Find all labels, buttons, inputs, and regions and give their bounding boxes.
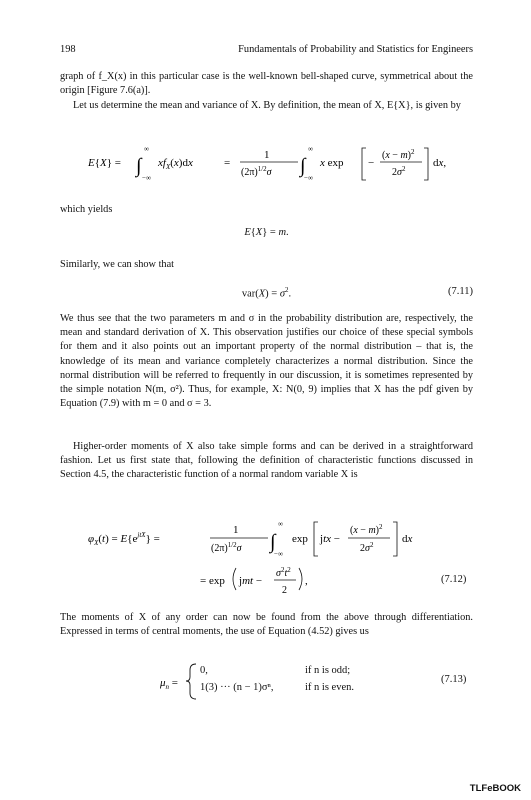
svg-text:−: − <box>368 157 375 169</box>
paragraph-7: The moments of X of any order can now be found from the above through differentiation. Expressed in terms of central moments, the use of Equation (4.52) gives us <box>60 612 473 638</box>
svg-text:(x − m)2: $(x - m)^2$ <box>382 148 415 161</box>
svg-text:1: 1 <box>233 524 239 536</box>
svg-text:2σ2: $2\sigma^2$ <box>360 541 374 554</box>
svg-text:−∞: −∞ <box>274 550 283 558</box>
equation-central-moments <box>60 660 473 702</box>
moment-case-even-value: 1(3) ··· (n − 1)σⁿ, <box>200 682 274 693</box>
moment-case-even-condition: if n is even. <box>305 682 354 693</box>
moment-case-odd-value: 0, <box>200 665 208 676</box>
equation-characteristic-function <box>60 512 473 602</box>
svg-text:μn =: $\mu_n$ = <box>160 677 178 691</box>
equation-variance: $var(X) = \sigma^2$. (7.11) <box>241 286 473 300</box>
svg-text:2σ2: $2\sigma^2$ <box>392 165 406 178</box>
moment-case-odd-condition: if n is odd; <box>305 665 351 676</box>
svg-text:σ2t2: $\sigma^2t^2$ <box>276 566 291 579</box>
paragraph-6: Higher-order moments of X also take simple forms and can be derived in a straightforward fashion. Let us first state that, following the definition of characteristic functions discussed in Section 4.5, the characteristic function of a normal random variable X is <box>60 441 473 481</box>
equation-mean-result: E{X} = m. <box>244 227 289 238</box>
paragraph-4: Similarly, we can show that <box>60 259 175 270</box>
running-header <box>60 44 473 58</box>
svg-text:∫: ∫ <box>300 155 306 177</box>
paragraph-3: which yields <box>60 204 113 215</box>
svg-text:E{X} =: E{X} = <box>88 157 121 169</box>
svg-text:jtx −: jtx − <box>320 533 340 545</box>
svg-text:dx,: dx, <box>433 157 447 169</box>
svg-text:x exp: x exp <box>320 157 344 169</box>
svg-text:∞: ∞ <box>278 520 283 528</box>
svg-text:−∞: −∞ <box>142 174 151 182</box>
equation-number-7-13: (7.13) <box>441 674 467 685</box>
paragraph-1: graph of f_X(x) in this particular case is the well-known bell-shaped curve, symmetrical about the origin [Figure 7.6(a)]. <box>60 71 473 97</box>
equation-number-7-11: (7.11) <box>448 286 473 297</box>
svg-text:= exp: = exp <box>200 575 225 587</box>
svg-text:2: 2 <box>282 585 287 596</box>
page-number: 198 <box>60 44 76 55</box>
svg-text:(2π)1/2σ: $(2\pi)^{1/2}\sigma$ <box>211 541 242 554</box>
svg-text:=: = <box>224 157 231 169</box>
paragraph-2: Let us determine the mean and variance of X. By definition, the mean of X, E{X}, is given by <box>73 100 461 111</box>
svg-text:−∞: −∞ <box>304 174 313 182</box>
svg-text:(x − m)2: $(x - m)^2$ <box>350 523 383 536</box>
svg-text:exp: exp <box>292 533 308 545</box>
svg-text:∫: ∫ <box>270 531 276 553</box>
svg-text:jmt −: jmt − <box>239 575 263 587</box>
svg-text:(2π)1/2σ: $(2\pi)^{1/2}\sigma$ <box>241 165 272 178</box>
watermark: TLFeBOOK <box>469 783 521 794</box>
svg-text:,: , <box>305 575 308 587</box>
svg-text:dx: dx <box>402 533 413 545</box>
svg-text:∞: ∞ <box>308 145 313 153</box>
paragraph-5: We thus see that the two parameters m and σ in the probability distribution are, respectively, the mean and standard derivation of X. This observation justifies our choice of these special symbols for them and it also points out an important property of the normal distribution – that is, the knowledge of its mean and variance completely characterizes a normal distribution. Since the normal distribution will be referred to frequently in our discussion, it is sometimes represented by the simple notation N(m, σ²). Thus, for example, X: N(0, 9) implies that X has the pdf given by Equation (7.9) with m = 0 and σ = 3. <box>60 313 473 410</box>
svg-text:∫: ∫ <box>136 155 142 177</box>
equation-number-7-12: (7.12) <box>441 574 467 585</box>
running-title: Fundamentals of Probability and Statistics for Engineers <box>238 44 473 55</box>
svg-text:1: 1 <box>264 149 270 161</box>
svg-text:xfX(x)dx: $xf_X(x)dx$ <box>158 157 193 171</box>
svg-text:∞: ∞ <box>144 145 149 153</box>
equation-mean-integral <box>60 138 473 186</box>
svg-text:φX(t) = E{ejtX} =: $\varphi_X(t) = E\{e^{jtX}\}$ = <box>88 531 160 547</box>
